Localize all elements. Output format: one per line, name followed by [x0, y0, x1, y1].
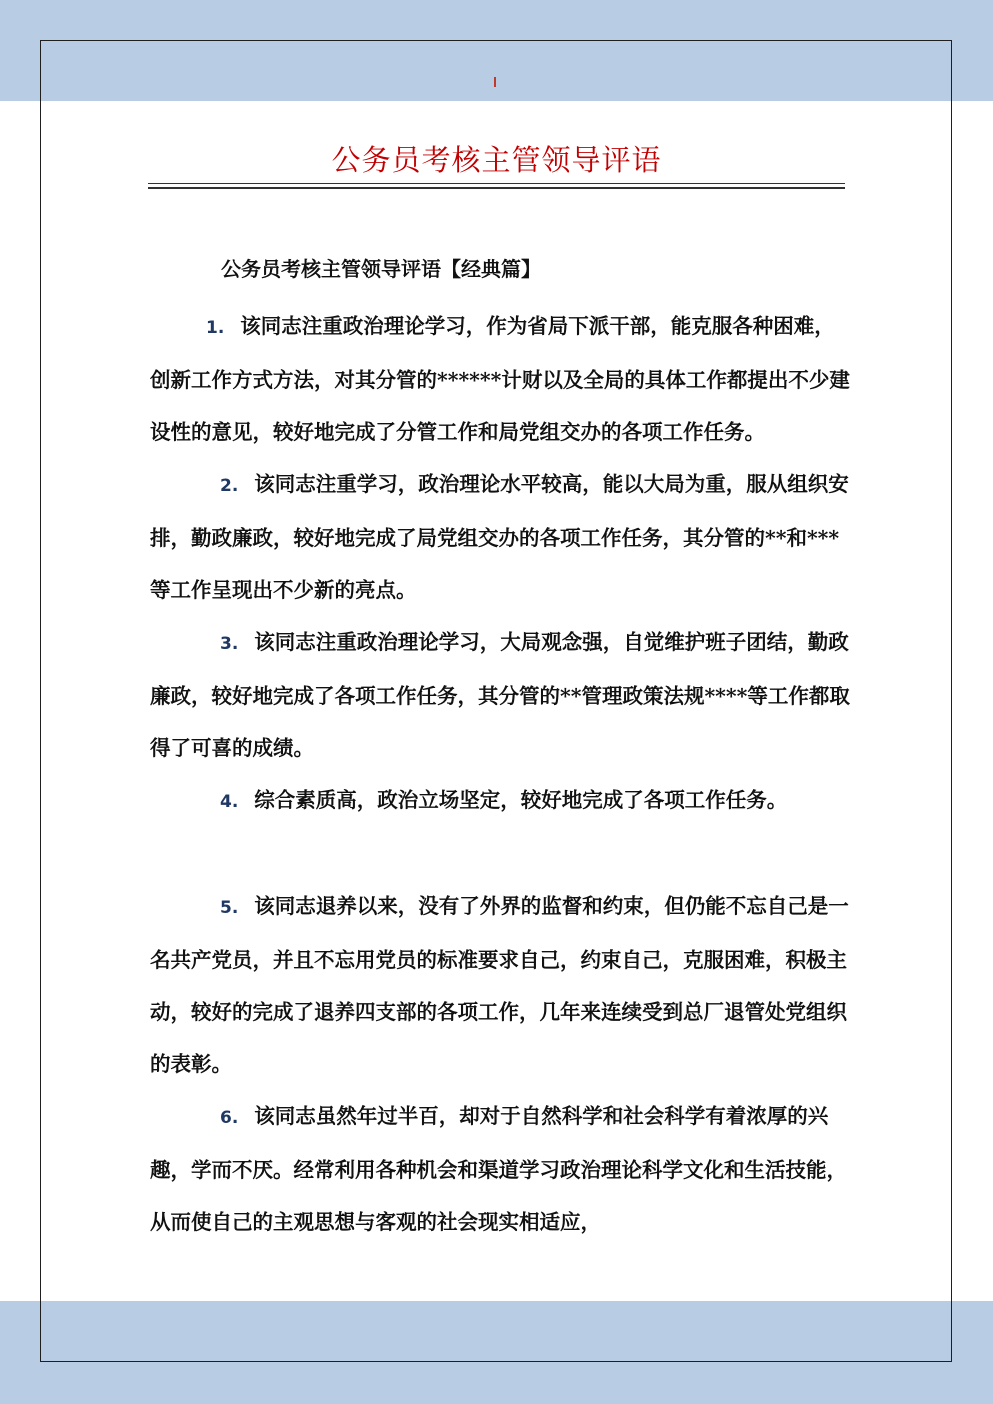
paragraph-6 [150, 1090, 850, 1248]
header-mark [494, 77, 496, 87]
paragraph-number: 4. [220, 792, 239, 812]
paragraph-text: 该同志注重政治理论学习，作为省局下派干部，能克服各种困难，创新工作方式方法，对其分管的******计财以及全局的具体工作都提出不少建设性的意见，较好地完成了分管工作和局党组交办的各项工作任务。 [150, 314, 850, 444]
paragraph-5 [150, 880, 850, 1090]
title-rule [148, 183, 845, 184]
paragraph-text: 综合素质高，政治立场坚定，较好地完成了各项工作任务。 [254, 788, 788, 812]
paragraph-number: 6. [220, 1108, 239, 1128]
paragraph-number: 5. [220, 898, 239, 918]
paragraph-3 [150, 616, 850, 774]
paragraph-2 [150, 458, 850, 616]
document-title: 公务员考核主管领导评语 [331, 143, 662, 177]
paragraph-4 [150, 774, 850, 828]
paragraph-text: 该同志虽然年过半百，却对于自然科学和社会科学有着浓厚的兴趣，学而不厌。经常利用各种机会和渠道学习政治理论科学文化和生活技能，从而使自己的主观思想与客观的社会现实相适应， [150, 1104, 847, 1234]
paragraph-number: 1. [206, 318, 225, 338]
paragraph-1 [150, 300, 850, 458]
document-subtitle: 公务员考核主管领导评语【经典篇】 [221, 257, 541, 281]
paragraph-number: 3. [220, 634, 239, 654]
paragraph-text: 该同志注重政治理论学习，大局观念强，自觉维护班子团结，勤政廉政，较好地完成了各项工作任务，其分管的**管理政策法规****等工作都取得了可喜的成绩。 [150, 630, 850, 760]
paragraph-text: 该同志注重学习，政治理论水平较高，能以大局为重，服从组织安排，勤政廉政，较好地完成了局党组交办的各项工作任务，其分管的**和***等工作呈现出不少新的亮点。 [150, 472, 849, 602]
title-rule [148, 187, 845, 189]
document-body [150, 300, 850, 1248]
paragraph-text: 该同志退养以来，没有了外界的监督和约束，但仍能不忘自己是一名共产党员，并且不忘用党员的标准要求自己，约束自己，克服困难，积极主动，较好的完成了退养四支部的各项工作，几年来连续受到总厂退管处党组织的表彰。 [150, 894, 849, 1076]
paragraph-number: 2. [220, 476, 239, 496]
